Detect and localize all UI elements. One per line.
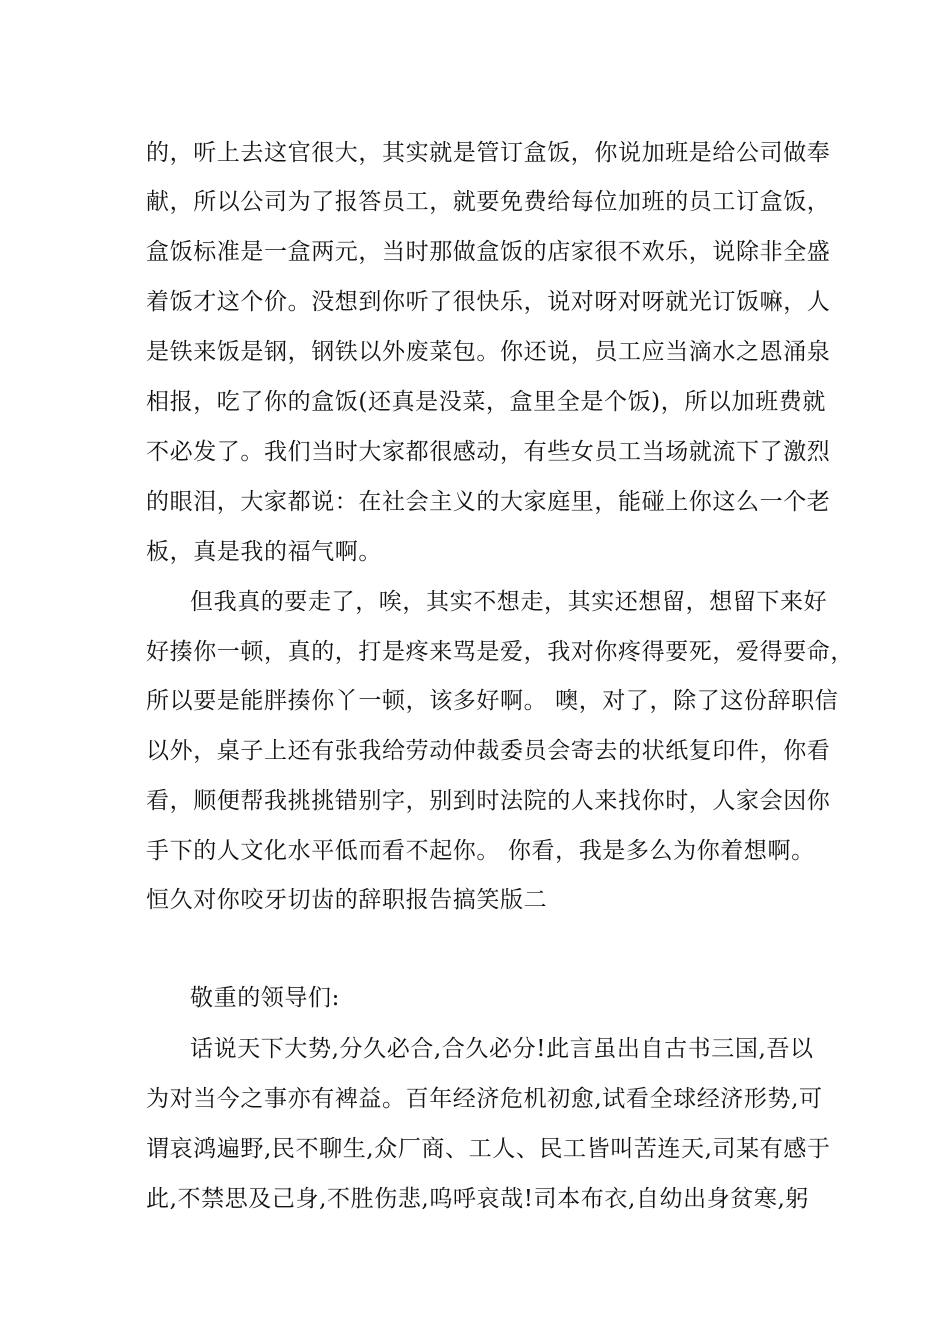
body-text-line: 献，所以公司为了报答员工，就要免费给每位加班的员工订盒饭，: [146, 189, 831, 215]
body-text-line: 手下的人文化水平低而看不起你。 你看，我是多么为你着想啊。: [146, 838, 815, 864]
body-text-line: 相报，吃了你的盒饭(还真是没菜，盒里全是个饭)，所以加班费就: [146, 389, 826, 415]
salutation: 敬重的领导们:: [190, 985, 340, 1011]
body-text-line: 板，真是我的福气啊。: [146, 539, 382, 565]
body-text-line: 的，听上去这官很大，其实就是管订盒饭，你说加班是给公司做奉: [146, 140, 831, 166]
body-text-line: 所以要是能胖揍你丫一顿，该多好啊。 噢，对了，除了这份辞职信: [146, 688, 839, 714]
body-text-line: 此,不禁思及己身,不胜伤悲,呜呼哀哉!司本布衣,自幼出身贫寒,躬: [146, 1186, 809, 1212]
body-text-line: 为对当今之事亦有裨益。百年经济危机初愈,试看全球经济形势,可: [146, 1086, 823, 1112]
body-text-line: 着饭才这个价。没想到你听了很快乐，说对呀对呀就光订饭嘛，人: [146, 289, 831, 315]
body-text-line: 盒饭标准是一盒两元，当时那做盒饭的店家很不欢乐，说除非全盛: [146, 239, 831, 265]
paragraph-first-line: 话说天下大势,分久必合,合久必分!此言虽出自古书三国,吾以: [190, 1036, 814, 1062]
body-text-line: 不必发了。我们当时大家都很感动，有些女员工当场就流下了激烈: [146, 439, 831, 465]
body-text-line: 的眼泪，大家都说：在社会主义的大家庭里，能碰上你这么一个老: [146, 489, 831, 515]
body-text-line: 谓哀鸿遍野,民不聊生,众厂商、工人、民工皆叫苦连天,司某有感于: [146, 1136, 831, 1162]
body-text-line: 好揍你一顿，真的，打是疼来骂是爱，我对你疼得要死，爱得要命，: [146, 639, 854, 665]
body-text-line: 以外，桌子上还有张我给劳动仲裁委员会寄去的状纸复印件，你看: [146, 738, 831, 764]
section-title: 恒久对你咬牙切齿的辞职报告搞笑版二: [146, 887, 548, 913]
body-text-line: 看，顺便帮我挑挑错别字，别到时法院的人来找你时，人家会因你: [146, 788, 831, 814]
body-text-line: 是铁来饭是钢，钢铁以外废菜包。你还说，员工应当滴水之恩涌泉: [146, 339, 831, 365]
paragraph-first-line: 但我真的要走了，唉，其实不想走，其实还想留，想留下来好: [190, 589, 828, 615]
